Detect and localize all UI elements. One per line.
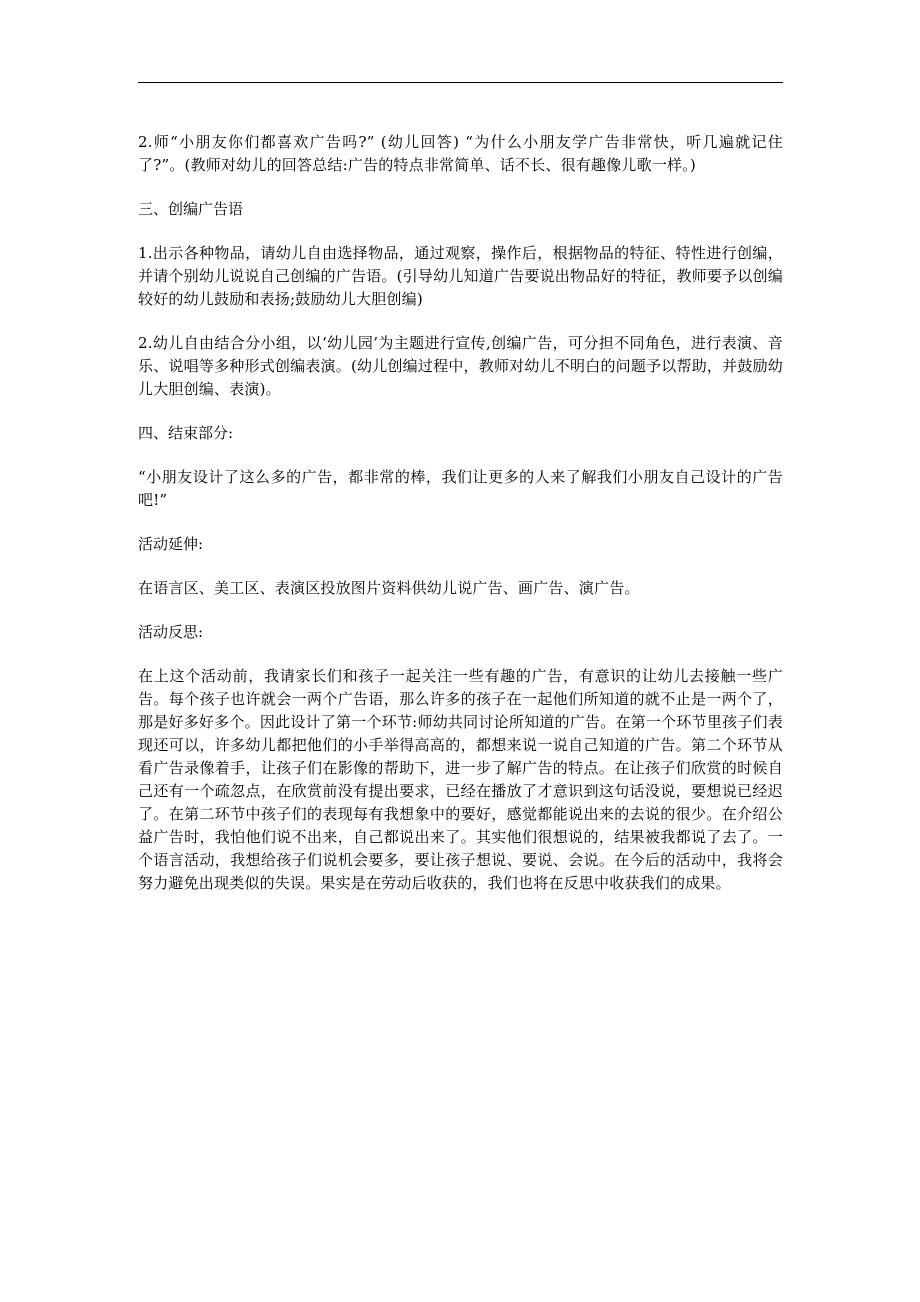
paragraph-step-1: 1.出示各种物品，请幼儿自由选择物品，通过观察，操作后，根据物品的特征、特性进行创编，并请个别幼儿说说自己创编的广告语。(引导幼儿知道广告要说出物品好的特征，教师要予以创编较好的幼儿鼓励和表扬;鼓励幼儿大胆创编) [138,244,783,308]
section-heading-ending: 四、结束部分: [138,424,234,442]
section-heading-reflection: 活动反思: [138,623,204,641]
paragraph-question: 2.师“小朋友你们都喜欢广告吗?” (幼儿回答) “为什么小朋友学广告非常快，听几遍就记住了?”。(教师对幼儿的回答总结:广告的特点非常简单、话不长、很有趣像儿歌一样。) [138,133,783,174]
section-heading-extension: 活动延伸: [138,535,204,553]
paragraph-step-2: 2.幼儿自由结合分小组，以‘幼儿园’为主题进行宣传,创编广告，可分担不同角色，进行表演、音乐、说唱等多种形式创编表演。(幼儿创编过程中，教师对幼儿不明白的问题予以帮助，并鼓励幼儿大胆创编、表演)。 [138,334,783,398]
header-rule [138,82,783,83]
paragraph-reflection: 在上这个活动前，我请家长们和孩子一起关注一些有趣的广告，有意识的让幼儿去接触一些广告。每个孩子也许就会一两个广告语，那么许多的孩子在一起他们所知道的就不止是一两个了，那是好多好多个。因此设计了第一个环节:师幼共同讨论所知道的广告。在第一个环节里孩子们表现还可以，许多幼儿都把他们的小手举得高高的，都想来说一说自己知道的广告。第二个环节从看广告录像着手，让孩子们在影像的帮助下，进一步了解广告的特点。在让孩子们欣赏的时候自己还有一个疏忽点，在欣赏前没有提出要求，已经在播放了才意识到这句话没说，要想说已经迟了。在第二环节中孩子们的表现每有我想象中的要好，感觉都能说出来的去说的很少。在介绍公益广告时，我怕他们说不出来，自己都说出来了。其实他们很想说的，结果被我都说了去了。一个语言活动，我想给孩子们说机会要多，要让孩子想说、要说、会说。在今后的活动中，我将会努力避免出现类似的失误。果实是在劳动后收获的，我们也将在反思中收获我们的成果。 [138,667,783,892]
document-body [138,131,783,916]
section-heading-create-slogans: 三、创编广告语 [138,200,244,218]
paragraph-extension: 在语言区、美工区、表演区投放图片资料供幼儿说广告、画广告、演广告。 [138,579,640,597]
paragraph-closing-quote: “小朋友设计了这么多的广告，都非常的棒，我们让更多的人来了解我们小朋友自己设计的广告吧!” [138,468,783,509]
